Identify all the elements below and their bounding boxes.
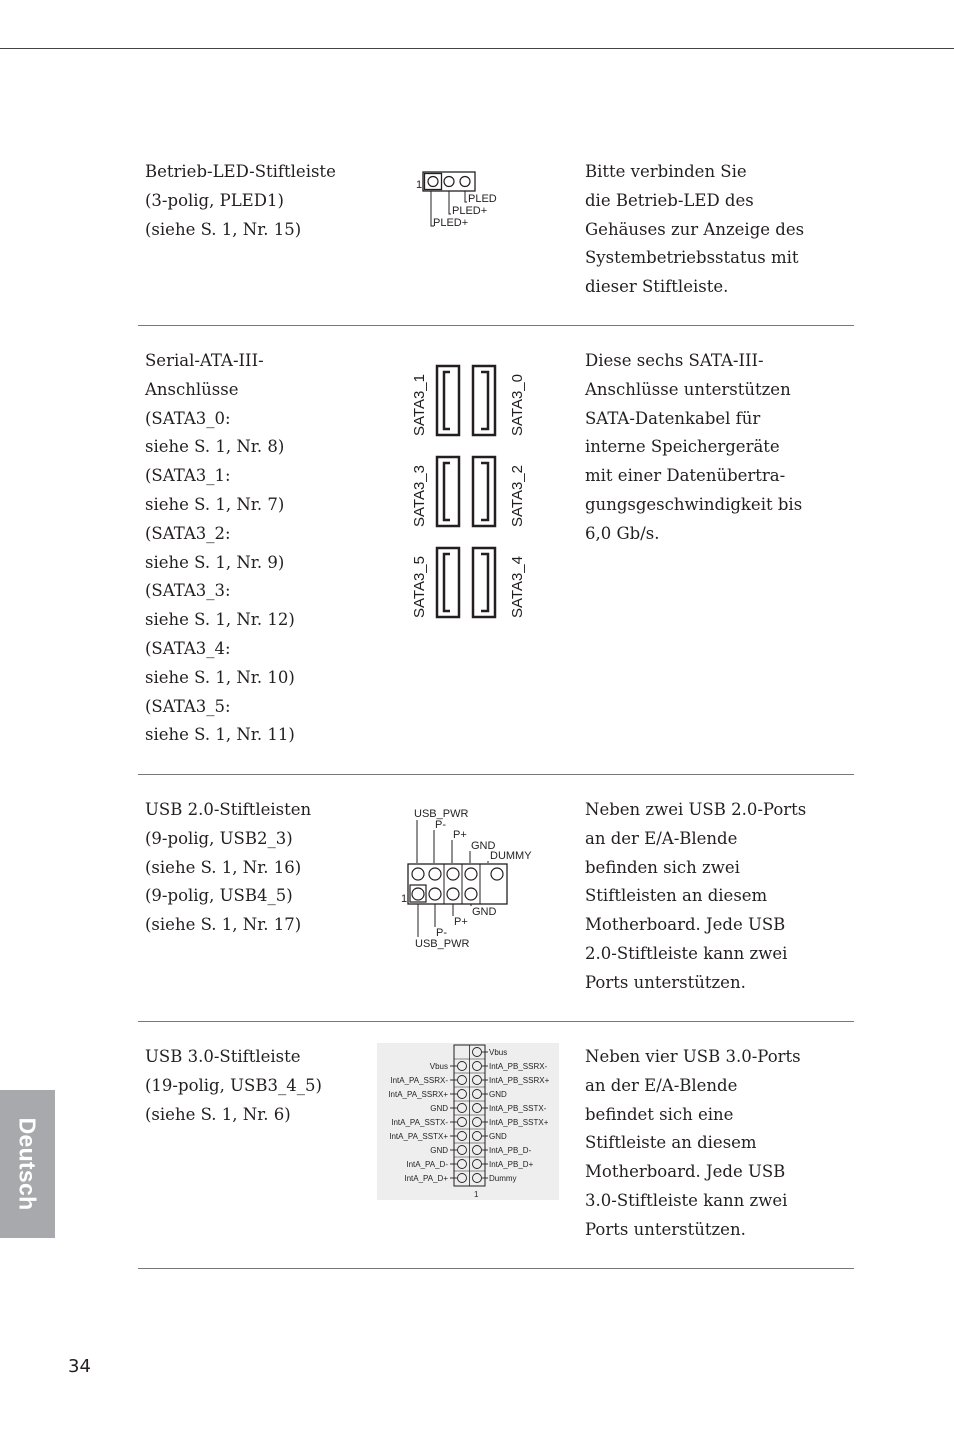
text-line: (3-polig, PLED1) xyxy=(145,190,284,210)
sata-port-icon xyxy=(437,457,459,526)
usb3-right-label: GND xyxy=(489,1132,507,1141)
p-minus-label: P- xyxy=(436,927,447,939)
gnd-label: GND xyxy=(471,840,496,852)
text-line: befinden sich zwei xyxy=(585,857,740,877)
sata-title xyxy=(145,347,295,750)
text-line: siehe S. 1, Nr. 12) xyxy=(145,610,295,630)
text-line: Anschlüsse xyxy=(145,379,239,399)
text-line: siehe S. 1, Nr. 9) xyxy=(145,552,285,572)
section-divider xyxy=(138,1268,854,1269)
sata-port-icon xyxy=(437,548,459,617)
p-minus-label: P- xyxy=(435,819,446,831)
text-line: 2.0-Stiftleiste kann zwei xyxy=(585,943,788,963)
text-line: dieser Stiftleiste. xyxy=(585,277,729,297)
sata3-3-label: SATA3_3 xyxy=(411,465,428,527)
text-line: (siehe S. 1, Nr. 6) xyxy=(145,1104,291,1124)
sata-port-icon xyxy=(473,457,495,526)
text-line: (siehe S. 1, Nr. 17) xyxy=(145,915,302,935)
sata-port-icon xyxy=(437,366,459,435)
text-line: (SATA3_4: xyxy=(145,638,231,658)
text-line: (9-polig, USB4_5) xyxy=(145,886,293,906)
text-line: Systembetriebsstatus mit xyxy=(585,248,799,268)
p-plus-label: P+ xyxy=(453,829,467,841)
pin1-label: 1 xyxy=(474,1190,479,1199)
text-line: Bitte verbinden Sie xyxy=(585,162,747,181)
usb3-left-label: IntA_PA_SSRX+ xyxy=(388,1090,448,1099)
text-line: interne Speichergeräte xyxy=(585,437,780,457)
usb3-title xyxy=(145,1043,322,1129)
sata3-0-label: SATA3_0 xyxy=(509,374,526,436)
usb3-right-label: IntA_PB_SSRX+ xyxy=(489,1076,550,1085)
usb-pwr-label: USB_PWR xyxy=(414,808,469,820)
usb3-right-label: IntA_PB_SSTX- xyxy=(489,1104,547,1113)
language-tab-label: Deutsch xyxy=(14,1117,41,1211)
usb3-right-label: IntA_PB_SSRX- xyxy=(489,1062,548,1071)
text-line: 6,0 Gb/s. xyxy=(585,523,660,543)
pin1-label: 1 xyxy=(416,179,423,191)
usb3-left-label: IntA_PA_D- xyxy=(406,1160,448,1169)
usb3-right-label: GND xyxy=(489,1090,507,1099)
usb3-left-label: IntA_PA_D+ xyxy=(404,1174,448,1183)
text-line: an der E/A-Blende xyxy=(585,1075,738,1095)
pled-plus-label: PLED+ xyxy=(452,205,488,217)
text-line: USB 3.0-Stiftleiste xyxy=(145,1047,301,1066)
usb3-description xyxy=(585,1043,801,1245)
usb3-left-label: IntA_PA_SSTX- xyxy=(391,1118,448,1127)
usb3-header-diagram xyxy=(377,1043,559,1200)
section-divider xyxy=(138,325,854,326)
text-line: Motherboard. Jede USB xyxy=(585,1162,786,1182)
text-line: (SATA3_3: xyxy=(145,581,231,601)
text-line: siehe S. 1, Nr. 8) xyxy=(145,437,285,457)
gnd-label: GND xyxy=(472,906,497,918)
usb3-left-label: IntA_PA_SSTX+ xyxy=(389,1132,448,1141)
text-line: Stiftleiste an diesem xyxy=(585,1133,757,1153)
section-divider xyxy=(138,774,854,775)
usb3-right-label: Dummy xyxy=(489,1174,517,1183)
text-line: Gehäuses zur Anzeige des xyxy=(585,219,805,239)
text-line: Neben vier USB 3.0-Ports xyxy=(585,1047,801,1066)
text-line: Ports unterstützen. xyxy=(585,972,746,992)
page-number: 34 xyxy=(68,1356,91,1377)
text-line: an der E/A-Blende xyxy=(585,828,738,848)
sata-connectors-diagram xyxy=(400,358,535,623)
text-line: (siehe S. 1, Nr. 16) xyxy=(145,857,302,877)
text-line: Anschlüsse unterstützen xyxy=(585,379,791,399)
text-line: befindet sich eine xyxy=(585,1104,734,1124)
text-line: mit einer Datenübertra- xyxy=(585,466,786,486)
pled-description xyxy=(585,158,804,302)
usb3-right-label: IntA_PB_D+ xyxy=(489,1160,534,1169)
text-line: Neben zwei USB 2.0-Ports xyxy=(585,800,807,819)
usb2-description xyxy=(585,796,806,998)
sata3-5-label: SATA3_5 xyxy=(411,556,428,618)
usb3-left-label: GND xyxy=(430,1104,448,1113)
text-line: Serial-ATA-III- xyxy=(145,351,264,370)
pin1-label: 1 xyxy=(401,893,408,905)
p-plus-label: P+ xyxy=(454,916,468,928)
usb3-left-label: IntA_PA_SSRX- xyxy=(390,1076,448,1085)
text-line: Motherboard. Jede USB xyxy=(585,915,786,935)
text-line: Betrieb-LED-Stiftleiste xyxy=(145,162,336,181)
text-line: Stiftleisten an diesem xyxy=(585,886,768,906)
sata3-2-label: SATA3_2 xyxy=(509,465,526,527)
top-rule xyxy=(0,48,954,49)
text-line: Ports unterstützen. xyxy=(585,1219,746,1239)
pled-label: PLED xyxy=(468,193,497,205)
language-tab xyxy=(0,1090,55,1238)
text-line: SATA-Datenkabel für xyxy=(585,408,761,428)
usb3-right-label: IntA_PB_D- xyxy=(489,1146,532,1155)
text-line: siehe S. 1, Nr. 11) xyxy=(145,725,295,745)
text-line: USB 2.0-Stiftleisten xyxy=(145,800,312,819)
text-line: Diese sechs SATA-III- xyxy=(585,351,764,370)
dummy-label: DUMMY xyxy=(490,850,532,862)
text-line: siehe S. 1, Nr. 7) xyxy=(145,494,285,514)
usb2-header-diagram xyxy=(398,803,543,953)
usb-pwr-label: USB_PWR xyxy=(415,938,470,950)
text-line: (SATA3_1: xyxy=(145,466,231,486)
usb3-right-label: IntA_PB_SSTX+ xyxy=(489,1118,549,1127)
text-line: (19-polig, USB3_4_5) xyxy=(145,1075,322,1095)
usb3-left-label: Vbus xyxy=(429,1062,448,1071)
text-line: (9-polig, USB2_3) xyxy=(145,828,293,848)
pled-header-diagram xyxy=(410,165,510,235)
text-line: 3.0-Stiftleiste kann zwei xyxy=(585,1190,788,1210)
sata-port-icon xyxy=(473,366,495,435)
text-line: (SATA3_5: xyxy=(145,696,231,716)
text-line: die Betrieb-LED des xyxy=(585,190,754,210)
text-line: (siehe S. 1, Nr. 15) xyxy=(145,219,302,239)
sata3-1-label: SATA3_1 xyxy=(411,374,428,436)
section-divider xyxy=(138,1021,854,1022)
usb3-right-label: Vbus xyxy=(489,1048,508,1057)
pled-plus-label: PLED+ xyxy=(433,217,469,229)
text-line: siehe S. 1, Nr. 10) xyxy=(145,667,295,687)
sata-port-icon xyxy=(473,548,495,617)
text-line: (SATA3_2: xyxy=(145,523,231,543)
pled-title xyxy=(145,158,336,244)
sata-description xyxy=(585,347,802,549)
text-line: gungsgeschwindigkeit bis xyxy=(585,494,803,514)
sata3-4-label: SATA3_4 xyxy=(509,556,526,618)
usb2-title xyxy=(145,796,311,940)
usb3-left-label: GND xyxy=(430,1146,448,1155)
text-line: (SATA3_0: xyxy=(145,408,231,428)
